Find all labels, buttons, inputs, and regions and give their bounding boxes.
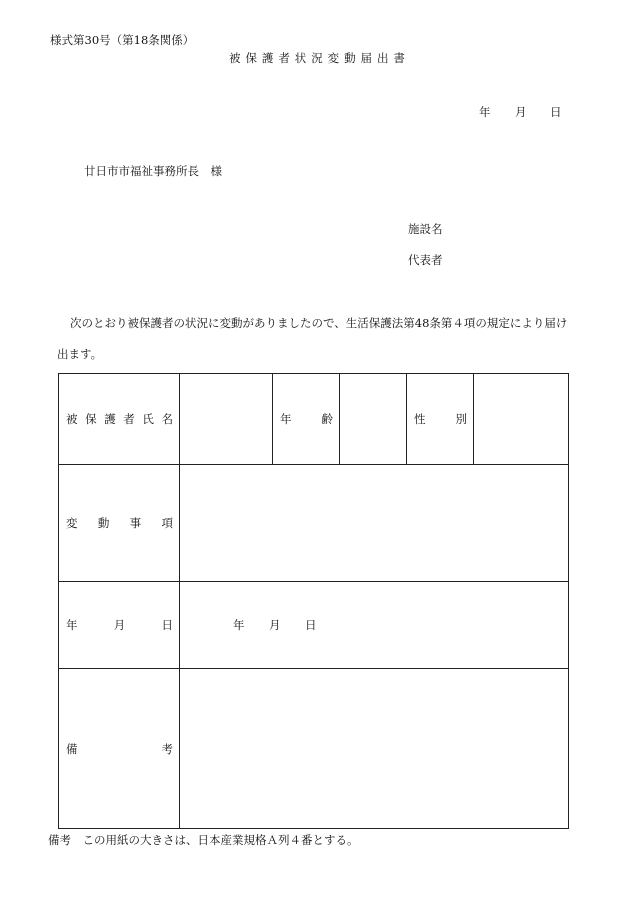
title-char: 被: [229, 51, 241, 65]
sex-value-cell[interactable]: [474, 374, 569, 465]
change-row: [59, 465, 569, 582]
label-char: 被: [66, 412, 78, 426]
label-char: 年: [66, 618, 78, 632]
document-title: [229, 50, 405, 66]
name-row: [59, 374, 569, 465]
label-char: 保: [85, 412, 97, 426]
label-char: 名: [161, 412, 173, 426]
label-char: 別: [455, 412, 467, 426]
name-label: [66, 411, 173, 427]
remarks-row: [59, 669, 569, 829]
sex-label-cell: [407, 374, 474, 465]
label-char: 項: [161, 516, 173, 530]
remarks-value-cell[interactable]: [180, 669, 569, 829]
label-char: 年: [280, 412, 292, 426]
title-char: 状: [294, 51, 307, 65]
label-char: 事: [129, 516, 142, 530]
remarks-label-cell: [59, 669, 180, 829]
form-number: 様式第30号（第18条関係）: [50, 33, 195, 47]
label-char: 備: [66, 741, 78, 756]
name-value-cell[interactable]: [180, 374, 273, 465]
title-char: 況: [311, 51, 323, 65]
footer-note: 備考 この用紙の大きさは、日本産業規格Ａ列４番とする。: [48, 833, 359, 847]
title-char: 変: [327, 51, 340, 65]
date-value: [180, 615, 568, 635]
facility-name-label: 施設名: [408, 222, 443, 236]
date-year-label: 年: [479, 105, 491, 119]
date-month-label: 月: [515, 105, 527, 119]
date-value-cell[interactable]: [180, 582, 569, 669]
remarks-label: [66, 741, 173, 757]
title-char: 出: [376, 51, 389, 65]
date-value-day: 日: [305, 618, 317, 632]
label-char: 月: [113, 618, 126, 632]
label-char: 考: [161, 741, 173, 756]
age-label: [280, 411, 333, 427]
date-label: [66, 617, 173, 633]
representative-label: 代表者: [408, 253, 443, 267]
label-char: 変: [66, 516, 78, 530]
label-char: 動: [97, 516, 110, 530]
age-value-cell[interactable]: [340, 374, 407, 465]
label-char: 氏: [142, 412, 154, 426]
label-char: 護: [104, 412, 116, 426]
date-value-month: 月: [269, 618, 281, 632]
title-char: 者: [278, 51, 290, 65]
report-form-table: [58, 373, 569, 829]
label-char: 齢: [321, 412, 333, 426]
date-label-cell: [59, 582, 180, 669]
change-label-cell: [59, 465, 180, 582]
body-text-line2: 出ます。: [57, 347, 103, 361]
label-char: 性: [414, 412, 426, 426]
date-day-label: 日: [550, 105, 562, 119]
age-label-cell: [273, 374, 340, 465]
body-text-line1: 次のとおり被保護者の状況に変動がありましたので、生活保護法第48条第４項の規定により届け: [70, 316, 568, 330]
title-char: 動: [344, 51, 356, 65]
title-char: 届: [360, 51, 372, 65]
title-char: 保: [245, 51, 257, 65]
change-value-cell[interactable]: [180, 465, 569, 582]
sex-label: [414, 411, 467, 427]
label-char: 者: [123, 412, 135, 426]
title-char: 書: [393, 51, 405, 65]
name-label-cell: [59, 374, 180, 465]
title-char: 護: [261, 51, 274, 65]
date-value-year: 年: [233, 618, 245, 632]
addressee: 廿日市市福祉事務所長 様: [84, 164, 222, 178]
change-label: [66, 515, 173, 531]
date-row: [59, 582, 569, 669]
label-char: 日: [161, 618, 173, 632]
